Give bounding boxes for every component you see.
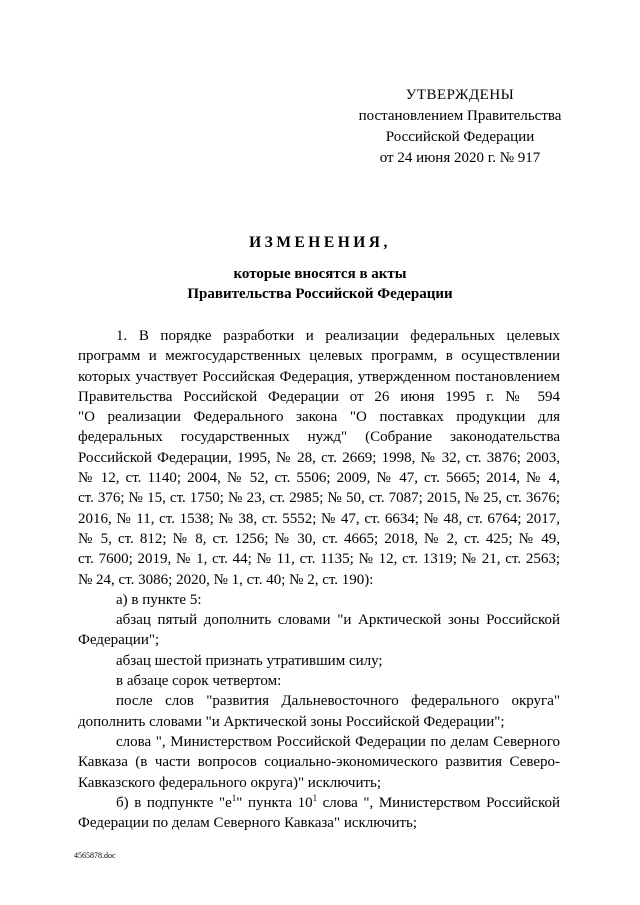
document-body bbox=[78, 326, 560, 833]
superscript: 1 bbox=[312, 792, 318, 803]
text-line: Федерации по делам Северного Кавказа" исключить; bbox=[78, 815, 418, 832]
text-line: ст. 376; № 15, ст. 1750; № 23, ст. 2985; № 50, ст. 7087; 2015, № 25, ст. 3676; bbox=[78, 490, 560, 507]
text-fragment: слова ", Министерством Российской bbox=[317, 794, 561, 811]
text-line: Федерации"; bbox=[78, 632, 160, 649]
paragraph-5 bbox=[78, 691, 560, 732]
text-line: 1. В порядке разработки и реализации федеральных целевых bbox=[116, 328, 560, 344]
text-line: федеральных государственных нужд" (Собрание законодательства bbox=[78, 429, 560, 446]
text-fragment: б) в подпункте "е bbox=[116, 794, 232, 811]
subitem-a: а) в пункте 5: bbox=[116, 591, 202, 608]
document-title: ИЗМЕНЕНИЯ, bbox=[249, 234, 391, 251]
approval-block bbox=[300, 85, 620, 169]
paragraph-3: абзац шестой признать утратившим силу; bbox=[116, 652, 383, 669]
superscript: 1 bbox=[231, 792, 237, 803]
approval-heading: УТВЕРЖДЕНЫ bbox=[405, 87, 515, 103]
paragraph-1 bbox=[78, 326, 560, 590]
text-line bbox=[78, 793, 560, 813]
text-line: Кавказа (в части вопросов социально-экономического развития Северо- bbox=[78, 754, 560, 771]
text-fragment: " пункта 10 bbox=[236, 794, 313, 811]
text-line: программ и межгосударственных целевых программ, в осуществлении bbox=[78, 348, 560, 365]
text-line: слова ", Министерством Российской Федерации по делам Северного bbox=[116, 733, 560, 750]
text-line: абзац пятый дополнить словами "и Арктической зоны Российской bbox=[116, 612, 560, 629]
text-line: Правительства Российской Федерации от 26 июня 1995 г. № 594 bbox=[78, 388, 560, 405]
paragraph-4: в абзаце сорок четвертом: bbox=[116, 673, 282, 690]
paragraph-2 bbox=[78, 610, 560, 651]
document-subtitle: которые вносятся в акты bbox=[233, 266, 407, 282]
text-line: ст. 7600; 2019, № 1, ст. 44; № 11, ст. 1135; № 12, ст. 1319; № 21, ст. 2563; bbox=[78, 551, 560, 568]
approval-date-number: от 24 июня 2020 г. № 917 bbox=[379, 150, 541, 166]
text-line: № 12, ст. 1140; 2004, № 52, ст. 5506; 2009, № 47, ст. 5665; 2014, № 4, bbox=[78, 470, 560, 487]
text-line: № 5, ст. 812; № 8, ст. 1256; № 30, ст. 4665; 2018, № 2, ст. 425; № 49, bbox=[78, 530, 560, 547]
text-line: Кавказского федерального округа)" исключить; bbox=[78, 774, 382, 791]
document-subtitle: Правительства Российской Федерации bbox=[187, 286, 453, 302]
paragraph-6 bbox=[78, 732, 560, 793]
text-line: которых участвует Российская Федерация, утвержденном постановлением bbox=[78, 368, 560, 385]
text-line: после слов "развития Дальневосточного федерального округа" bbox=[116, 693, 560, 710]
subitem-b bbox=[78, 793, 560, 834]
document-title-block bbox=[0, 234, 640, 304]
text-line: № 24, ст. 3086; 2020, № 1, ст. 40; № 2, ст. 190): bbox=[78, 571, 374, 588]
approval-line: постановлением Правительства bbox=[358, 108, 562, 124]
text-line: Российской Федерации, 1995, № 28, ст. 2669; 1998, № 32, ст. 3876; 2003, bbox=[78, 449, 560, 466]
approval-line: Российской Федерации bbox=[385, 129, 535, 145]
footer-filename: 4565878.doc bbox=[74, 851, 116, 860]
text-line: "О реализации Федерального закона "О поставках продукции для bbox=[78, 409, 560, 426]
text-line: дополнить словами "и Арктической зоны Российской Федерации"; bbox=[78, 713, 505, 730]
text-line: 2016, № 11, ст. 1538; № 38, ст. 5552; № 47, ст. 6634; № 48, ст. 6764; 2017, bbox=[78, 510, 560, 527]
